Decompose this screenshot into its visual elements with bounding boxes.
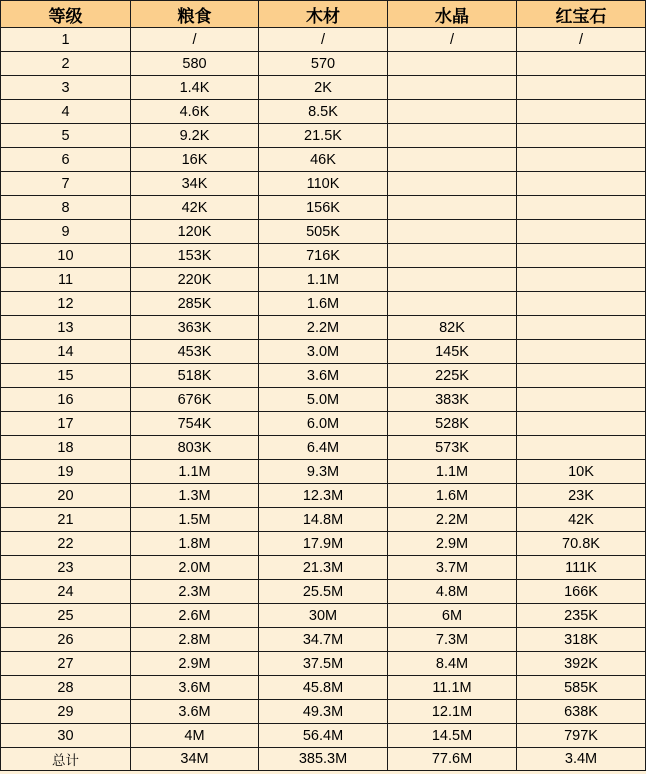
cell-level[interactable]: 16 — [1, 388, 131, 412]
table-row — [1, 100, 646, 124]
total-wood[interactable]: 385.3M — [259, 748, 388, 771]
cell-ruby[interactable] — [517, 196, 646, 220]
cell-crystal[interactable]: 82K — [388, 316, 517, 340]
cell-food[interactable]: / — [131, 28, 259, 52]
cell-wood[interactable]: 30M — [259, 604, 388, 628]
cell-wood[interactable]: 6.4M — [259, 436, 388, 460]
cell-level[interactable]: 24 — [1, 580, 131, 604]
table-row — [1, 700, 646, 724]
cell-food[interactable]: 580 — [131, 52, 259, 76]
cell-crystal[interactable]: 383K — [388, 388, 517, 412]
table-row — [1, 172, 646, 196]
table-row — [1, 724, 646, 748]
cell-crystal[interactable]: / — [388, 28, 517, 52]
cell-crystal[interactable]: 7.3M — [388, 628, 517, 652]
cell-level[interactable]: 3 — [1, 76, 131, 100]
header-crystal[interactable]: 水晶 — [388, 1, 517, 28]
cell-wood[interactable]: 505K — [259, 220, 388, 244]
cell-wood[interactable]: 8.5K — [259, 100, 388, 124]
cell-wood[interactable]: 3.6M — [259, 364, 388, 388]
cell-level[interactable]: 26 — [1, 628, 131, 652]
table-row — [1, 28, 646, 52]
cell-ruby[interactable] — [517, 436, 646, 460]
table-row — [1, 268, 646, 292]
cell-level[interactable]: 19 — [1, 460, 131, 484]
cell-wood[interactable]: 25.5M — [259, 580, 388, 604]
table-row — [1, 436, 646, 460]
cell-ruby[interactable] — [517, 268, 646, 292]
cell-crystal[interactable] — [388, 268, 517, 292]
table-row — [1, 148, 646, 172]
cell-food[interactable]: 34K — [131, 172, 259, 196]
cell-food[interactable]: 9.2K — [131, 124, 259, 148]
total-row — [1, 748, 646, 771]
cell-level[interactable]: 15 — [1, 364, 131, 388]
cell-ruby[interactable] — [517, 340, 646, 364]
cell-ruby[interactable]: 392K — [517, 652, 646, 676]
table-row — [1, 340, 646, 364]
cell-food[interactable]: 1.1M — [131, 460, 259, 484]
cell-level[interactable]: 8 — [1, 196, 131, 220]
header-level[interactable]: 等级 — [1, 1, 131, 28]
cell-food[interactable]: 803K — [131, 436, 259, 460]
cell-level[interactable]: 2 — [1, 52, 131, 76]
cell-ruby[interactable] — [517, 292, 646, 316]
cell-food[interactable]: 453K — [131, 340, 259, 364]
cell-level[interactable]: 4 — [1, 100, 131, 124]
cell-ruby[interactable] — [517, 388, 646, 412]
header-row — [1, 1, 646, 28]
cell-ruby[interactable] — [517, 100, 646, 124]
cell-level[interactable]: 7 — [1, 172, 131, 196]
cell-ruby[interactable] — [517, 172, 646, 196]
table-row — [1, 388, 646, 412]
table-row — [1, 196, 646, 220]
cell-crystal[interactable]: 4.8M — [388, 580, 517, 604]
total-food[interactable]: 34M — [131, 748, 259, 771]
table-row — [1, 412, 646, 436]
cell-food[interactable]: 754K — [131, 412, 259, 436]
table-row — [1, 220, 646, 244]
cell-level[interactable]: 1 — [1, 28, 131, 52]
cell-food[interactable]: 2.0M — [131, 556, 259, 580]
cell-food[interactable]: 220K — [131, 268, 259, 292]
cell-wood[interactable]: 46K — [259, 148, 388, 172]
cell-level[interactable]: 10 — [1, 244, 131, 268]
cell-ruby[interactable]: / — [517, 28, 646, 52]
cell-crystal[interactable] — [388, 172, 517, 196]
total-crystal[interactable]: 77.6M — [388, 748, 517, 771]
table-row — [1, 316, 646, 340]
cell-food[interactable]: 120K — [131, 220, 259, 244]
cell-level[interactable]: 12 — [1, 292, 131, 316]
cell-level[interactable]: 28 — [1, 676, 131, 700]
cell-ruby[interactable]: 166K — [517, 580, 646, 604]
cell-level[interactable]: 20 — [1, 484, 131, 508]
table-row — [1, 652, 646, 676]
cell-wood[interactable]: 716K — [259, 244, 388, 268]
total-ruby[interactable]: 3.4M — [517, 748, 646, 771]
cell-wood[interactable]: 6.0M — [259, 412, 388, 436]
cell-crystal[interactable] — [388, 292, 517, 316]
cell-food[interactable]: 2.6M — [131, 604, 259, 628]
cell-ruby[interactable] — [517, 148, 646, 172]
cell-wood[interactable]: 21.5K — [259, 124, 388, 148]
cell-level[interactable]: 14 — [1, 340, 131, 364]
cell-wood[interactable]: 45.8M — [259, 676, 388, 700]
cell-wood[interactable]: 2.2M — [259, 316, 388, 340]
cell-food[interactable]: 2.8M — [131, 628, 259, 652]
cell-level[interactable]: 23 — [1, 556, 131, 580]
cell-food[interactable]: 285K — [131, 292, 259, 316]
cell-wood[interactable]: 1.1M — [259, 268, 388, 292]
cell-food[interactable]: 518K — [131, 364, 259, 388]
cell-ruby[interactable] — [517, 76, 646, 100]
cell-wood[interactable]: 3.0M — [259, 340, 388, 364]
cell-wood[interactable]: 56.4M — [259, 724, 388, 748]
table-row — [1, 124, 646, 148]
cell-wood[interactable]: 21.3M — [259, 556, 388, 580]
cell-food[interactable]: 1.4K — [131, 76, 259, 100]
cell-crystal[interactable]: 14.5M — [388, 724, 517, 748]
cell-wood[interactable]: 34.7M — [259, 628, 388, 652]
cell-wood[interactable]: 570 — [259, 52, 388, 76]
table-row — [1, 676, 646, 700]
table-row — [1, 556, 646, 580]
cell-ruby[interactable]: 23K — [517, 484, 646, 508]
cell-crystal[interactable]: 573K — [388, 436, 517, 460]
cell-wood[interactable]: 49.3M — [259, 700, 388, 724]
cell-level[interactable]: 9 — [1, 220, 131, 244]
cell-level[interactable]: 6 — [1, 148, 131, 172]
cell-food[interactable]: 42K — [131, 196, 259, 220]
table-body — [1, 28, 646, 771]
cell-wood[interactable]: 12.3M — [259, 484, 388, 508]
cell-ruby[interactable] — [517, 364, 646, 388]
cell-crystal[interactable] — [388, 220, 517, 244]
cell-crystal[interactable]: 12.1M — [388, 700, 517, 724]
cell-level[interactable]: 27 — [1, 652, 131, 676]
cell-ruby[interactable]: 585K — [517, 676, 646, 700]
table-row — [1, 292, 646, 316]
table-row — [1, 580, 646, 604]
cell-crystal[interactable]: 2.9M — [388, 532, 517, 556]
cell-level[interactable]: 21 — [1, 508, 131, 532]
cell-food[interactable]: 1.3M — [131, 484, 259, 508]
cell-crystal[interactable]: 1.1M — [388, 460, 517, 484]
cell-wood[interactable]: 1.6M — [259, 292, 388, 316]
cell-level[interactable]: 5 — [1, 124, 131, 148]
table-row — [1, 484, 646, 508]
cell-crystal[interactable]: 1.6M — [388, 484, 517, 508]
cell-level[interactable]: 29 — [1, 700, 131, 724]
cell-level[interactable]: 17 — [1, 412, 131, 436]
cell-crystal[interactable] — [388, 100, 517, 124]
total-label[interactable]: 总计 — [1, 748, 131, 771]
cell-food[interactable]: 1.5M — [131, 508, 259, 532]
cell-ruby[interactable]: 10K — [517, 460, 646, 484]
cell-level[interactable]: 11 — [1, 268, 131, 292]
cell-wood[interactable]: 110K — [259, 172, 388, 196]
header-food[interactable]: 粮食 — [131, 1, 259, 28]
cell-crystal[interactable] — [388, 148, 517, 172]
cell-crystal[interactable]: 11.1M — [388, 676, 517, 700]
cell-food[interactable]: 676K — [131, 388, 259, 412]
cell-ruby[interactable]: 797K — [517, 724, 646, 748]
cell-food[interactable]: 16K — [131, 148, 259, 172]
cell-crystal[interactable] — [388, 76, 517, 100]
cell-level[interactable]: 22 — [1, 532, 131, 556]
cell-ruby[interactable] — [517, 316, 646, 340]
cell-wood[interactable]: 5.0M — [259, 388, 388, 412]
cell-food[interactable]: 1.8M — [131, 532, 259, 556]
table-row — [1, 76, 646, 100]
table-row — [1, 460, 646, 484]
cell-food[interactable]: 4.6K — [131, 100, 259, 124]
cell-ruby[interactable] — [517, 124, 646, 148]
table-row — [1, 52, 646, 76]
cell-food[interactable]: 3.6M — [131, 700, 259, 724]
cell-ruby[interactable] — [517, 244, 646, 268]
table-row — [1, 628, 646, 652]
cell-crystal[interactable]: 225K — [388, 364, 517, 388]
cell-wood[interactable]: 9.3M — [259, 460, 388, 484]
table-row — [1, 604, 646, 628]
table-row — [1, 244, 646, 268]
cell-ruby[interactable]: 111K — [517, 556, 646, 580]
cell-food[interactable]: 363K — [131, 316, 259, 340]
cell-crystal[interactable]: 2.2M — [388, 508, 517, 532]
cell-wood[interactable]: 2K — [259, 76, 388, 100]
cell-crystal[interactable] — [388, 124, 517, 148]
cell-level[interactable]: 18 — [1, 436, 131, 460]
cell-wood[interactable]: 37.5M — [259, 652, 388, 676]
cell-ruby[interactable]: 638K — [517, 700, 646, 724]
header-wood[interactable]: 木材 — [259, 1, 388, 28]
cell-wood[interactable]: 17.9M — [259, 532, 388, 556]
cell-level[interactable]: 25 — [1, 604, 131, 628]
cell-ruby[interactable]: 235K — [517, 604, 646, 628]
cell-crystal[interactable]: 145K — [388, 340, 517, 364]
header-ruby[interactable]: 红宝石 — [517, 1, 646, 28]
cell-crystal[interactable] — [388, 196, 517, 220]
cell-food[interactable]: 2.9M — [131, 652, 259, 676]
cell-wood[interactable]: 14.8M — [259, 508, 388, 532]
cell-wood[interactable]: / — [259, 28, 388, 52]
cell-ruby[interactable] — [517, 412, 646, 436]
cell-crystal[interactable] — [388, 52, 517, 76]
cell-crystal[interactable]: 528K — [388, 412, 517, 436]
cell-food[interactable]: 3.6M — [131, 676, 259, 700]
cell-level[interactable]: 13 — [1, 316, 131, 340]
cell-crystal[interactable]: 6M — [388, 604, 517, 628]
cell-ruby[interactable]: 318K — [517, 628, 646, 652]
cell-ruby[interactable]: 42K — [517, 508, 646, 532]
cell-food[interactable]: 153K — [131, 244, 259, 268]
cell-ruby[interactable] — [517, 220, 646, 244]
cell-crystal[interactable]: 8.4M — [388, 652, 517, 676]
cell-crystal[interactable] — [388, 244, 517, 268]
cell-food[interactable]: 4M — [131, 724, 259, 748]
cell-level[interactable]: 30 — [1, 724, 131, 748]
cell-crystal[interactable]: 3.7M — [388, 556, 517, 580]
table-row — [1, 532, 646, 556]
table-row — [1, 508, 646, 532]
cell-ruby[interactable] — [517, 52, 646, 76]
cell-ruby[interactable]: 70.8K — [517, 532, 646, 556]
cell-wood[interactable]: 156K — [259, 196, 388, 220]
cell-food[interactable]: 2.3M — [131, 580, 259, 604]
table-row — [1, 364, 646, 388]
